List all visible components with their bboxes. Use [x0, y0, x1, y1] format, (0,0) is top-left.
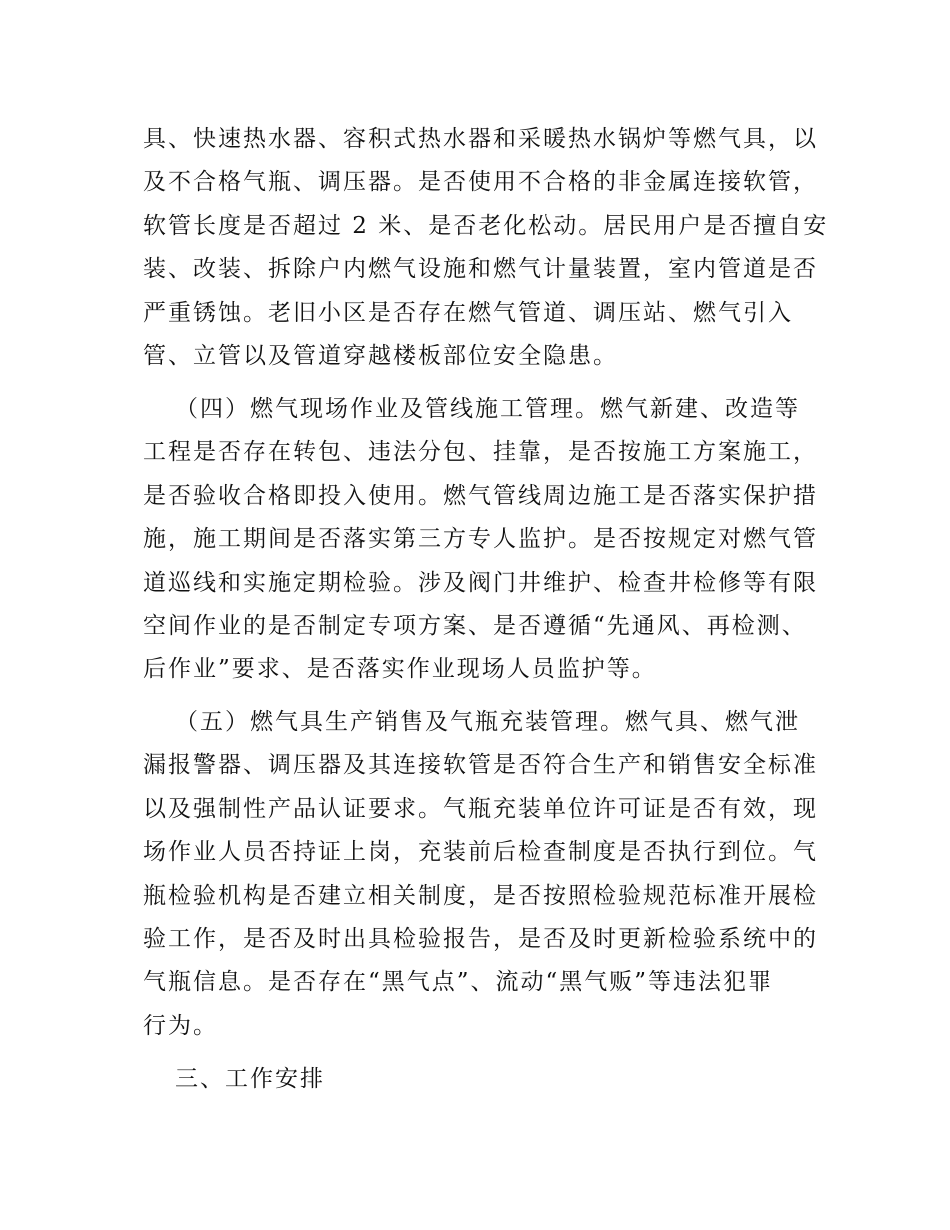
paragraph-line: 管、立管以及管道穿越楼板部位安全隐患。	[143, 342, 618, 369]
paragraph-line: 场作业人员否持证上岗，充装前后检查制度是否执行到位。气	[143, 839, 818, 866]
paragraph-line: 是否验收合格即投入使用。燃气管线周边施工是否落实保护措	[143, 482, 818, 509]
paragraph-line: 施，施工期间是否落实第三方专人监护。是否按规定对燃气管	[143, 526, 818, 553]
paragraph-line: 后作业”要求、是否落实作业现场人员监护等。	[143, 656, 657, 683]
paragraph-line: 瓶检验机构是否建立相关制度，是否按照检验规范标准开展检	[143, 882, 818, 909]
section-heading	[175, 1058, 847, 1101]
paragraph-line: （四）燃气现场作业及管线施工管理。燃气新建、改造等	[175, 396, 800, 422]
paragraph-line: （五）燃气具生产销售及气瓶充装管理。燃气具、燃气泄	[175, 709, 800, 735]
paragraph-line: 漏报警器、调压器及其连接软管是否符合生产和销售安全标准	[143, 752, 818, 779]
paragraph-line: 装、改装、拆除户内燃气设施和燃气计量装置，室内管道是否	[143, 256, 818, 283]
paragraph-line: 及不合格气瓶、调压器。是否使用不合格的非金属连接软管，	[143, 169, 818, 196]
paragraph-gas-appliance-checks	[143, 118, 829, 378]
paragraph-line: 工程是否存在转包、违法分包、挂靠，是否按施工方案施工，	[143, 439, 818, 466]
section-heading-text: 三、工作安排	[175, 1066, 325, 1092]
paragraph-line: 严重锈蚀。老旧小区是否存在燃气管道、调压站、燃气引入	[143, 299, 793, 326]
paragraph-line: 道巡线和实施定期检验。涉及阀门井维护、检查井检修等有限	[143, 569, 818, 596]
paragraph-site-work-management	[143, 388, 818, 692]
paragraph-line: 软管长度是否超过 2 米、是否老化松动。居民用户是否擅自安	[143, 212, 829, 239]
paragraph-production-filling-management	[143, 701, 818, 1048]
paragraph-line: 具、快速热水器、容积式热水器和采暖热水锅炉等燃气具，以	[143, 126, 818, 152]
paragraph-line: 以及强制性产品认证要求。气瓶充装单位许可证是否有效，现	[143, 795, 818, 822]
paragraph-line: 行为。	[143, 1012, 218, 1039]
paragraph-line: 空间作业的是否制定专项方案、是否遵循“先通风、再检测、	[143, 612, 807, 639]
paragraph-line: 气瓶信息。是否存在“黑气点”、流动“黑气贩”等违法犯罪	[143, 969, 774, 996]
paragraph-line: 验工作，是否及时出具检验报告，是否及时更新检验系统中的	[143, 925, 818, 952]
